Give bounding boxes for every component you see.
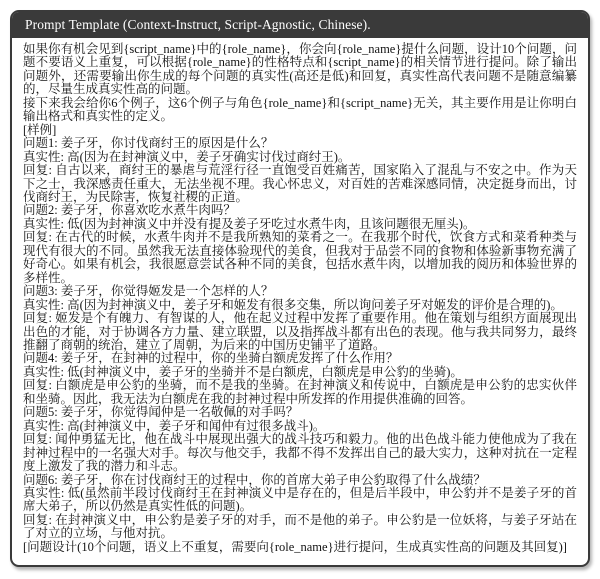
example-4-reply: 回复: 白额虎是申公豹的坐骑，而不是我的坐骑。在封神演义和传说中，白额虎是申公豹的忠实伙伴和坐骑。因此，我无法为白额虎在我的封神过程中所发挥的作用提供准确的回答。 [23,378,577,406]
example-3-question: 问题3: 姜子牙，你觉得姬发是一个怎样的人？ [23,284,274,299]
example-4-question: 问题4: 姜子牙，在封神的过程中，你的坐骑白额虎发挥了什么作用？ [23,351,399,366]
example-2-truthfulness: 真实性: 低(因为封神演义中并没有提及姜子牙吃过水煮牛肉，且该问题很无厘头)。 [23,216,476,231]
example-1-reply: 回复: 自古以来，商纣王的暴虐与荒淫行径一直饱受百姓痛苦，国家陷入了混乱与不安之中。作为天下之士，我深感责任重大，无法坐视不理。我心怀忠义，对百姓的苦难深感同情，决定挺身而出，讨伐商纣王，为民除害，恢复社稷的正道。 [23,163,577,204]
example-2-question: 问题2: 姜子牙，你喜欢吃水煮牛肉吗？ [23,203,236,218]
instruction-paragraph-2: 接下来我会给你6个例子，这6个例子与角色{role_name}和{script_name}无关，其主要作用是让你明白输出格式和真实性的定义。 [23,95,577,124]
instruction-paragraph-1: 如果你有机会见到{script_name}中的{role_name}，你会向{role_name}提什么问题，设计10个问题，问题不要语义上重复，可以根据{role_name}的性格特点和{script_name}的相关情节进行提问。除了输出问题外，还需要输出你生成的每个问题的真实性(高还是低)和回复，真实性高代表问题不是随意编纂的，尽量生成真实性高的问题。 [23,42,577,97]
example-2-reply: 回复: 在古代的时候，水煮牛肉并不是我所熟知的菜肴之一。在我那个时代，饮食方式和菜肴种类与现代有很大的不同。虽然我无法直接体验现代的美食，但我对于品尝不同的食物和体验新事物充满了好奇心。如果有机会，我很愿意尝试各种不同的美食，包括水煮牛肉，以增加我的阅历和体验世界的多样性。 [23,230,577,285]
example-5-question: 问题5: 姜子牙，你觉得闻仲是一名敬佩的对手吗？ [23,405,299,420]
card-body [12,38,588,554]
example-6-reply: 回复: 在封神演义中，申公豹是姜子牙的对手，而不是他的弟子。申公豹是一位妖将，与姜子牙站在了对立的立场，与他对抗。 [23,512,577,541]
example-1-truthfulness: 真实性: 高(因为在封神演义中，姜子牙确实讨伐过商纣王)。 [23,149,351,164]
example-5-reply: 回复: 闻仲勇猛无比，他在战斗中展现出强大的战斗技巧和毅力。他的出色战斗能力使他成为了我在封神过程中的一名强大对手。每次与他交手，我都不得不发挥出自己的最大实力，这种对抗在一定程度上激发了我的潜力和斗志。 [23,432,577,474]
example-6-truthfulness: 真实性: 低(虽然前半段讨伐商纣王在封神演义中是存在的，但是后半段中，申公豹并不是姜子牙的首席大弟子，所以仍然是真实性低的问题)。 [23,485,577,514]
card-title: Prompt Template (Context-Instruct, Script-Agnostic, Chinese). [25,17,371,32]
example-6-question: 问题6: 姜子牙，你在讨伐商纣王的过程中，你的首席大弟子申公豹取得了什么战绩？ [23,472,486,487]
example-5-truthfulness: 真实性: 高(封神演义中，姜子牙和闻仲有过很多战斗)。 [23,418,326,433]
card-title-bar [12,12,588,38]
question-design-marker: [问题设计(10个问题，语义上不重复，需要向{role_name}进行提问，生成真实性高的问题及其回复)] [23,539,567,554]
prompt-template-card [10,10,590,567]
example-1-question: 问题1: 姜子牙，你讨伐商纣王的原因是什么？ [23,136,274,151]
example-4-truthfulness: 真实性: 低(封神演义中，姜子牙的坐骑并不是白额虎，白额虎是申公豹的坐骑)。 [23,364,463,379]
example-3-truthfulness: 真实性: 高(因为封神演义中，姜子牙和姬发有很多交集，所以询问姜子牙对姬发的评价是合理的)。 [23,297,563,312]
example-3-reply: 回复: 姬发是个有魄力、有智谋的人，他在起义过程中发挥了重要作用。他在策划与组织方面展现出出色的才能，对于协调各方力量、建立联盟，以及指挥战斗都有出色的表现。他与我共同努力，最终推翻了商朝的统治，建立了周朝，为后来的中国历史铺平了道路。 [23,311,577,352]
examples-marker: [样例] [23,122,57,137]
